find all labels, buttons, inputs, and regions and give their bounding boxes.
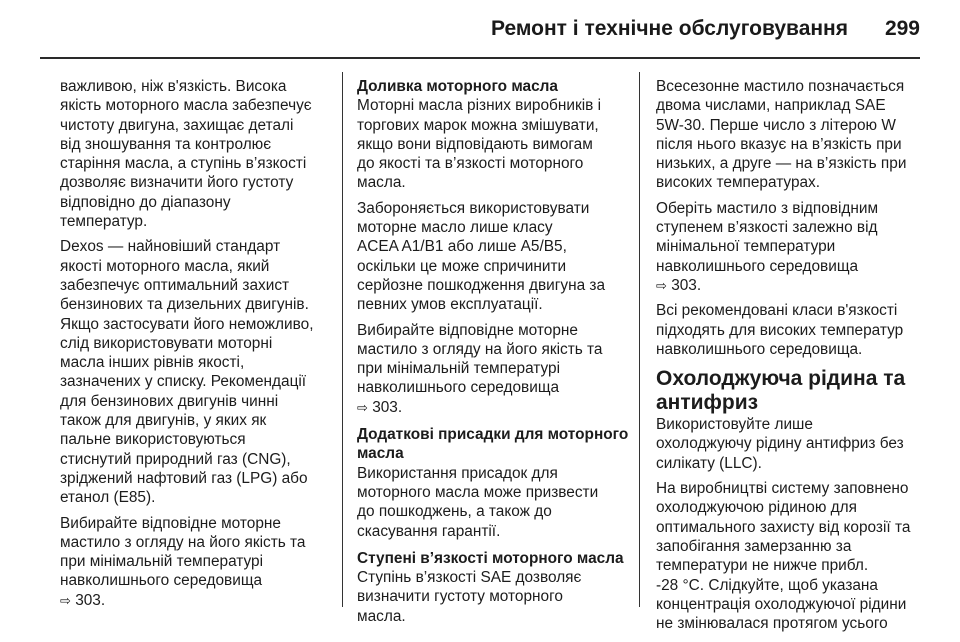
text-line: якість моторного масла забезпечує (60, 97, 312, 115)
text-line: відповідно до діапазону (60, 193, 231, 211)
paragraph-select-oil-2 (357, 321, 632, 417)
text-line: Оберіть мастило з відповідним (656, 199, 879, 217)
cross-reference-arrow-icon: ⇨ (357, 399, 368, 415)
text-line: оптимального захисту від корозії та (656, 518, 911, 536)
text-line: Якщо застосувати його неможливо, (60, 315, 314, 333)
text-line: забезпечує оптимальний захист (60, 276, 290, 294)
text-line: навколишнього середовища (60, 572, 263, 590)
text-line: двома числами, наприклад SAE (656, 97, 886, 115)
column-1 (60, 77, 328, 616)
text-line: дозволяє визначити його густоту (60, 174, 294, 192)
text-line: антифриз (656, 391, 759, 415)
text-line: мастило з огляду на його якість та (357, 340, 603, 358)
text-line: -28 °C. Слідкуйте, щоб указана (656, 576, 878, 594)
text-line: концентрація охолоджуючої рідини (656, 595, 907, 613)
text-line: скасування гарантії. (357, 522, 501, 540)
text-line: Dexos — найновіший стандарт (60, 238, 281, 256)
paragraph-choose-viscosity (656, 199, 924, 295)
text-line: масла інших рівнів якості, (60, 354, 245, 372)
text-line: пальне використовуються (60, 431, 246, 449)
section-topping-up (357, 77, 632, 193)
text-line: мастило з огляду на його якість та (60, 533, 306, 551)
text-line: температур. (60, 213, 148, 231)
page-number: 299 (884, 17, 920, 40)
subheading-viscosity-grades: Ступені в’язкості моторного масла (357, 549, 624, 567)
column-3 (656, 77, 924, 639)
text-line: чистоту двигуна, захищає деталі (60, 116, 294, 134)
text-line: Моторні масла різних виробників і (357, 97, 601, 115)
paragraph-all-grades (656, 301, 924, 359)
paragraph-select-oil (60, 514, 328, 610)
text-line: Ступінь в’язкості SAE дозволяє (357, 569, 582, 587)
cross-reference-arrow-icon: ⇨ (656, 277, 667, 293)
text-line: Всі рекомендовані класи в'язкості (656, 302, 898, 320)
page-title: Ремонт і технічне обслуговування (491, 17, 848, 40)
text-line: для бензинових двигунів чинні (60, 392, 279, 410)
paragraph-acea (357, 199, 632, 315)
paragraph-viscosity-intro (60, 77, 328, 231)
text-line: при мінімальній температурі (357, 360, 561, 378)
text-line: слід використовувати моторні (60, 334, 273, 352)
text-line: визначити густоту моторного (357, 588, 563, 606)
text-line: навколишнього середовища (656, 257, 859, 275)
text-line: охолоджуючу рідину антифриз без (656, 435, 904, 453)
column-divider-2 (639, 72, 640, 607)
text-line: охолоджуючою рідиною для (656, 499, 857, 517)
text-line: після нього вказує на в’язкість при (656, 135, 902, 153)
section-viscosity-grades (357, 549, 632, 626)
paragraph-multigrade (656, 77, 924, 193)
text-line: підходять для високих температур (656, 321, 904, 339)
paragraph-coolant-factory (656, 479, 924, 633)
text-line: 5W-30. Перше число з літерою W (656, 116, 896, 134)
text-line: від зношування та контролює (60, 135, 272, 153)
text-line: не змінювалася протягом усього (656, 615, 888, 633)
cross-reference[interactable]: ⇨ 303. (60, 591, 106, 609)
text-line: силікату (LLC). (656, 454, 762, 472)
text-line: етанол (E85). (60, 489, 156, 507)
text-line: мінімальної температури (656, 238, 836, 256)
text-line: масла (357, 445, 404, 463)
text-line: до якості та в’язкості моторного (357, 155, 584, 173)
text-line: моторного масла може призвести (357, 483, 599, 501)
section-title-coolant (656, 367, 924, 415)
text-line: низьких, а друге — на в’язкість при (656, 155, 907, 173)
subheading-topping-up: Доливка моторного масла (357, 78, 558, 95)
column-2 (357, 77, 632, 632)
subheading-additives (357, 425, 632, 464)
text-line: якщо вони відповідають вимогам (357, 135, 593, 153)
text-line: ACEA A1/B1 або лише A5/B5, (357, 238, 567, 256)
text-line: Вибирайте відповідне моторне (357, 321, 578, 339)
text-line: На виробництві систему заповнено (656, 480, 909, 498)
text-line: Використання присадок для (357, 464, 558, 482)
text-line: торгових марок можна змішувати, (357, 116, 599, 134)
paragraph-coolant-use (656, 415, 924, 473)
text-line: стиснутий природний газ (CNG), (60, 450, 291, 468)
page-header (0, 0, 960, 58)
text-line: запобігання замерзанню за (656, 537, 852, 555)
section-additives (357, 425, 632, 541)
text-line: навколишнього середовища. (656, 340, 863, 358)
text-line: Вибирайте відповідне моторне (60, 514, 281, 532)
text-line: масла. (357, 174, 406, 192)
text-line: навколишнього середовища (357, 379, 560, 397)
text-line: Використовуйте лише (656, 416, 813, 434)
text-line: зріджений нафтовий газ (LPG) або (60, 469, 308, 487)
text-line: зазначених у списку. Рекомендації (60, 373, 307, 391)
paragraph-dexos (60, 237, 328, 507)
text-line: Всесезонне мастило позначається (656, 78, 905, 95)
text-line: Забороняється використовувати (357, 199, 590, 217)
text-line: також для двигунів, у яких як (60, 412, 267, 430)
text-line: важливою, ніж в'язкість. Висока (60, 78, 287, 95)
column-divider-1 (342, 72, 343, 607)
text-line: старіння масла, а ступінь в’язкості (60, 155, 307, 173)
text-line: високих температурах. (656, 174, 821, 192)
header-rule (40, 57, 920, 59)
text-line: температури не нижче прибл. (656, 557, 869, 575)
text-line: масла. (357, 607, 406, 625)
text-line: певних умов експлуатації. (357, 296, 543, 314)
text-line: оскільки це може спричинити (357, 257, 567, 275)
text-line: серйозне пошкодження двигуна за (357, 276, 606, 294)
text-line: при мінімальній температурі (60, 553, 264, 571)
text-line: до пошкоджень, а також до (357, 503, 552, 521)
cross-reference-arrow-icon: ⇨ (60, 592, 71, 608)
text-line: ступенем в’язкості залежно від (656, 219, 878, 237)
cross-reference[interactable]: ⇨ 303. (656, 276, 702, 294)
text-line: моторне масло лише класу (357, 219, 553, 237)
cross-reference[interactable]: ⇨ 303. (357, 398, 403, 416)
text-line: Додаткові присадки для моторного (357, 426, 629, 444)
text-line: Охолоджуюча рідина та (656, 367, 906, 391)
text-line: бензинових та дизельних двигунів. (60, 296, 309, 314)
text-line: якості моторного масла, який (60, 257, 270, 275)
